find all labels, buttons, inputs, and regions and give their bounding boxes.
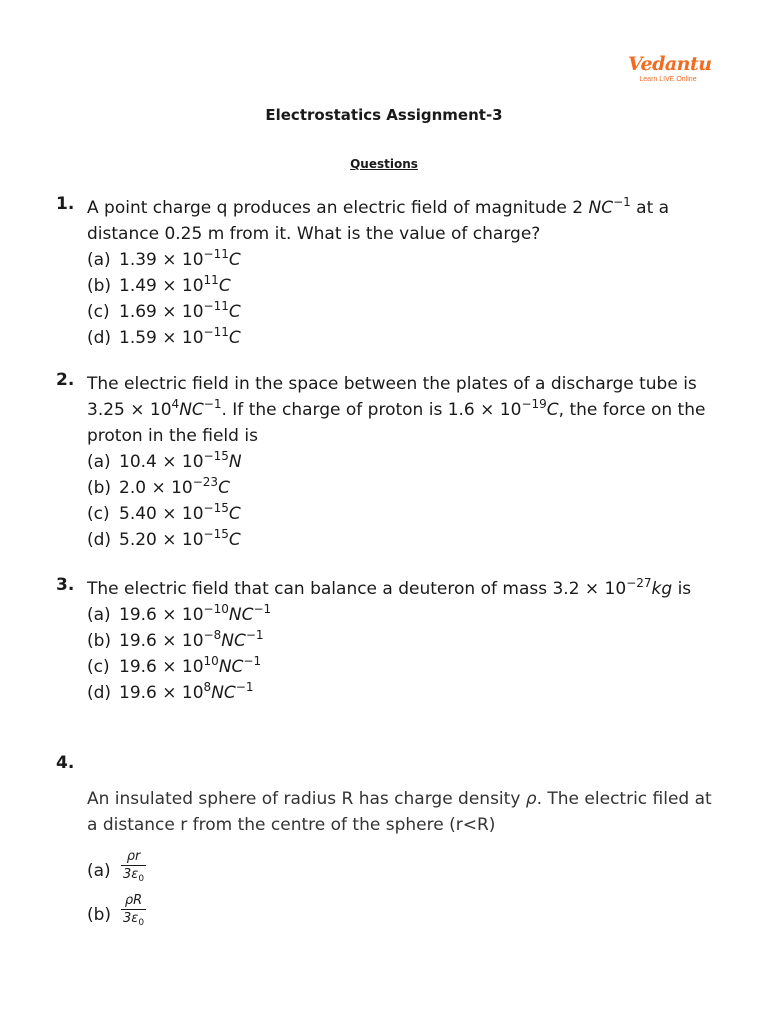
option-a: (a) $10.4 \times 10^{-15}N$ xyxy=(87,449,242,472)
option-c: (c) $5.40 \times 10^{-15}C$ xyxy=(87,501,241,524)
option-b: (b) $2.0 \times 10^{-23}C$ xyxy=(87,475,230,498)
question-number: 4. xyxy=(56,753,75,773)
logo-tagline: Learn LIVE Online xyxy=(639,76,697,83)
fraction: $\frac{\rho R}{3\varepsilon_0}$ xyxy=(123,893,145,928)
option-a: (a) $1.39 \times 10^{-11}C$ xyxy=(87,247,241,270)
question-text: A point charge q produces an electric field of magnitude 2 $NC^{-1}$ at a distance 0.25 m from it. What is the value of charge? xyxy=(87,195,670,244)
question-1 xyxy=(56,195,716,351)
option-a: (a) $\frac{\rho r}{3\varepsilon_0}$ xyxy=(87,849,145,884)
fraction: $\frac{\rho r}{3\varepsilon_0}$ xyxy=(123,849,145,884)
question-text: The electric field that can balance a deuteron of mass $3.2 \times 10^{-27}kg$ is xyxy=(87,576,692,599)
question-number: 3. xyxy=(56,575,75,595)
option-c: (c) $1.69 \times 10^{-11}C$ xyxy=(87,299,241,322)
question-number: 1. xyxy=(56,194,75,214)
option-d: (d) $5.20 \times 10^{-15}C$ xyxy=(87,527,241,550)
document-title: Electrostatics Assignment-3 xyxy=(265,106,503,124)
question-number: 2. xyxy=(56,370,75,390)
option-c: (c) $19.6 \times 10^{10}NC^{-1}$ xyxy=(87,654,262,677)
option-b: (b) $19.6 \times 10^{-8}NC^{-1}$ xyxy=(87,628,264,651)
vedantu-logo xyxy=(628,53,712,84)
question-4 xyxy=(56,754,716,936)
question-text: The electric field in the space between the plates of a discharge tube is $3.25 \times 10^4NC^{-1}$. If the charge of proton is $1.6 \times 10^{-19}C$, the force on the proton in the field is xyxy=(87,374,706,446)
question-3 xyxy=(56,576,716,706)
option-d: (d) $1.59 \times 10^{-11}C$ xyxy=(87,325,241,348)
section-heading: Questions xyxy=(350,157,418,171)
question-2 xyxy=(56,371,716,553)
option-a: (a) $19.6 \times 10^{-10}NC^{-1}$ xyxy=(87,602,272,625)
question-text: An insulated sphere of radius R has charge density ρ. The electric filed at a distance r from the centre of the sphere (r<R) xyxy=(87,789,712,835)
option-b: (b) $1.49 \times 10^{11}C$ xyxy=(87,273,231,296)
option-b: (b) $\frac{\rho R}{3\varepsilon_0}$ xyxy=(87,893,145,928)
option-d: (d) $19.6 \times 10^8NC^{-1}$ xyxy=(87,680,254,703)
logo-wordmark: Vedantu xyxy=(628,53,712,75)
